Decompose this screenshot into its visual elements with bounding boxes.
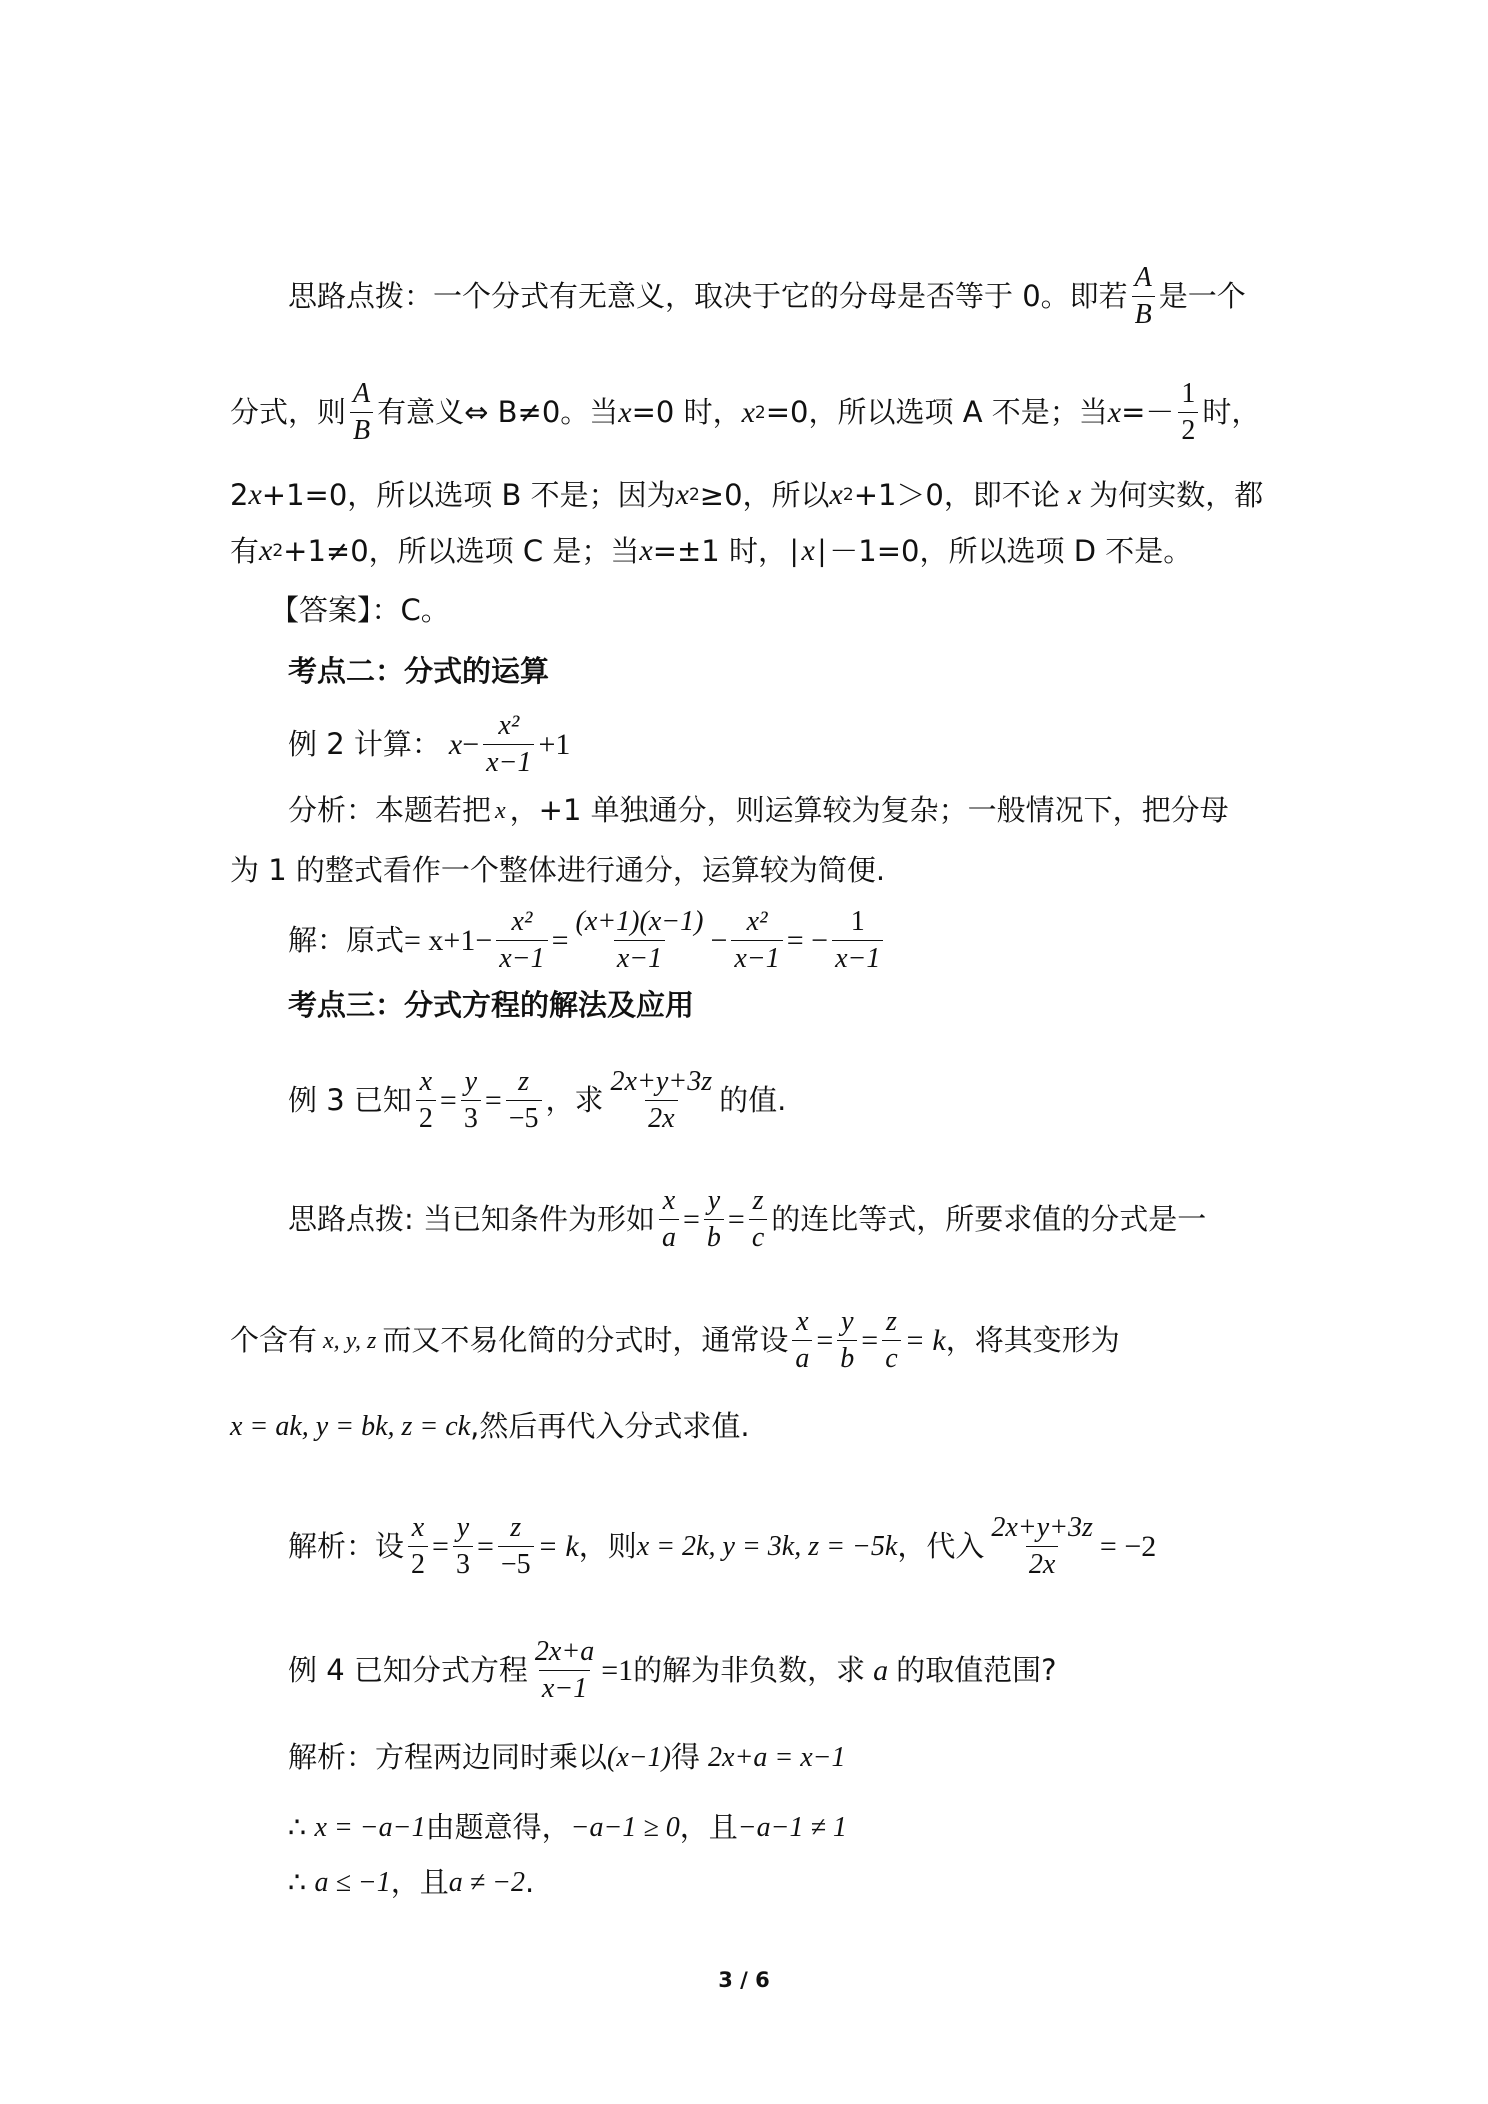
text: 思路点拨：一个分式有无意义，取决于它的分母是否等于 0。即若 bbox=[288, 279, 1128, 314]
hint-3-line-3: x = ak, y = bk, z = ck ,然后再代入分式求值. bbox=[230, 1409, 750, 1443]
analysis-2-line-1: 分析：本题若把 x ，+1 单独通分，则运算较为复杂；一般情况下，把分母 bbox=[288, 793, 1229, 827]
fraction-y-over-3: $\frac{y}{3}$ bbox=[453, 1512, 473, 1581]
fraction-a-over-b: $\frac{A}{B}$ bbox=[1132, 262, 1155, 331]
example-2-line: 例 2 计算： x − $\frac{\text{x²}}{x-1}$ +1 bbox=[288, 710, 571, 779]
hint-paragraph-line-4: 有 x 2 +1≠0，所以选项 C 是；当 x =±1 时，∣ x ∣－1=0，所以选项 D 不是。 bbox=[230, 533, 1193, 568]
page-number: 3 / 6 bbox=[718, 1968, 770, 1992]
fraction-x-over-a: $\frac{x}{a}$ bbox=[792, 1306, 812, 1375]
fraction-2: $\frac{(x+1)(x-1)}{x-1}$ bbox=[575, 906, 704, 975]
hint-paragraph-line-3: 2 x +1=0，所以选项 B 不是；因为 x 2 ≥0，所以 x 2 +1＞0，即不论 x 为何实数，都 bbox=[230, 477, 1264, 512]
text: 是一个 bbox=[1158, 279, 1246, 314]
fraction-z-over-c: $\frac{z}{c}$ bbox=[749, 1185, 767, 1254]
section-heading-3: 考点三：分式方程的解法及应用 bbox=[288, 988, 695, 1022]
fraction-z-over-minus-5: $\frac{z}{-5}$ bbox=[498, 1512, 534, 1581]
example-3-line: 例 3 已知 $\frac{x}{2}$ = $\frac{y}{3}$ = $\frac{z}{-5}$ ，求 $\frac{2x+y+3z}{2x}$ 的值. bbox=[288, 1066, 787, 1135]
fraction-4: $\frac{1}{x-1}$ bbox=[832, 906, 883, 975]
hint-3-line-1: 思路点拨: 当已知条件为形如 $\frac{x}{a}$ = $\frac{y}{b}$ = $\frac{z}{c}$ 的连比等式，所要求值的分式是一 bbox=[288, 1185, 1207, 1254]
fraction-target: $\frac{2x+y+3z}{2x}$ bbox=[610, 1066, 713, 1135]
solution-2-line: 解：原式 = x+1− $\frac{\text{x²}}{x-1}$ = $\frac{(x+1)(x-1)}{x-1}$ − $\frac{\text{x²}}{x-1}$ = − $\frac{1}{x-1}$ bbox=[288, 906, 887, 975]
fraction-equation: $\frac{2x+a}{x-1}$ bbox=[534, 1636, 595, 1705]
fraction-z-over-minus-5: $\frac{z}{-5}$ bbox=[506, 1066, 542, 1135]
solution-3-line: 解析：设 $\frac{x}{2}$ = $\frac{y}{3}$ = $\frac{z}{-5}$ = k ，则 x = 2k, y = 3k, z = −5k ，代入 $\frac{2x+y+3z}{2x}$ = −2 bbox=[288, 1512, 1157, 1581]
fraction-x-over-a: $\frac{x}{a}$ bbox=[659, 1185, 679, 1254]
fraction-target: $\frac{2x+y+3z}{2x}$ bbox=[991, 1512, 1093, 1581]
fraction-one-half: $\frac{1}{2}$ bbox=[1178, 378, 1198, 447]
fraction-y-over-b: $\frac{y}{b}$ bbox=[704, 1185, 724, 1254]
answer-line: 【答案】：C。 bbox=[270, 593, 450, 627]
solution-4-line-3: ∴ a ≤ −1 ，且 a ≠ −2 . bbox=[288, 1865, 535, 1899]
fraction-1: $\frac{\text{x²}}{x-1}$ bbox=[496, 906, 547, 975]
solution-4-line-2: ∴ x = −a−1 由题意得， −a−1 ≥ 0 ，且 −a−1 ≠ 1 bbox=[288, 1810, 847, 1844]
fraction-x2-over-x-1: $\frac{\text{x²}}{x-1}$ bbox=[483, 710, 534, 779]
solution-4-line-1: 解析：方程两边同时乘以 (x−1) 得 2x+a = x−1 bbox=[288, 1740, 846, 1774]
fraction-y-over-3: $\frac{y}{3}$ bbox=[461, 1066, 481, 1135]
fraction-x-over-2: $\frac{x}{2}$ bbox=[416, 1066, 436, 1135]
hint-paragraph-line-2: 分式，则 $\frac{A}{B}$ 有意义⇔ B≠0。当 x =0 时， x 2 =0，所以选项 A 不是；当 x =－ $\frac{1}{2}$ 时， bbox=[230, 378, 1261, 447]
fraction-y-over-b: $\frac{y}{b}$ bbox=[837, 1306, 857, 1375]
fraction-3: $\frac{\text{x²}}{x-1}$ bbox=[731, 906, 782, 975]
analysis-2-line-2: 为 1 的整式看作一个整体进行通分，运算较为简便. bbox=[230, 853, 886, 887]
hint-3-line-2: 个含有 x, y, z 而又不易化简的分式时，通常设 $\frac{x}{a}$ = $\frac{y}{b}$ = $\frac{z}{c}$ = k ，将其变形为 bbox=[230, 1306, 1120, 1375]
section-heading-2: 考点二：分式的运算 bbox=[288, 654, 550, 688]
example-4-line: 例 4 已知分式方程 $\frac{2x+a}{x-1}$ =1 的解为非负数，求 a 的取值范围? bbox=[288, 1636, 1057, 1705]
fraction-z-over-c: $\frac{z}{c}$ bbox=[882, 1306, 900, 1375]
fraction-x-over-2: $\frac{x}{2}$ bbox=[408, 1512, 428, 1581]
fraction-a-over-b: $\frac{A}{B}$ bbox=[350, 378, 373, 447]
hint-paragraph-line-1 bbox=[288, 262, 1246, 331]
